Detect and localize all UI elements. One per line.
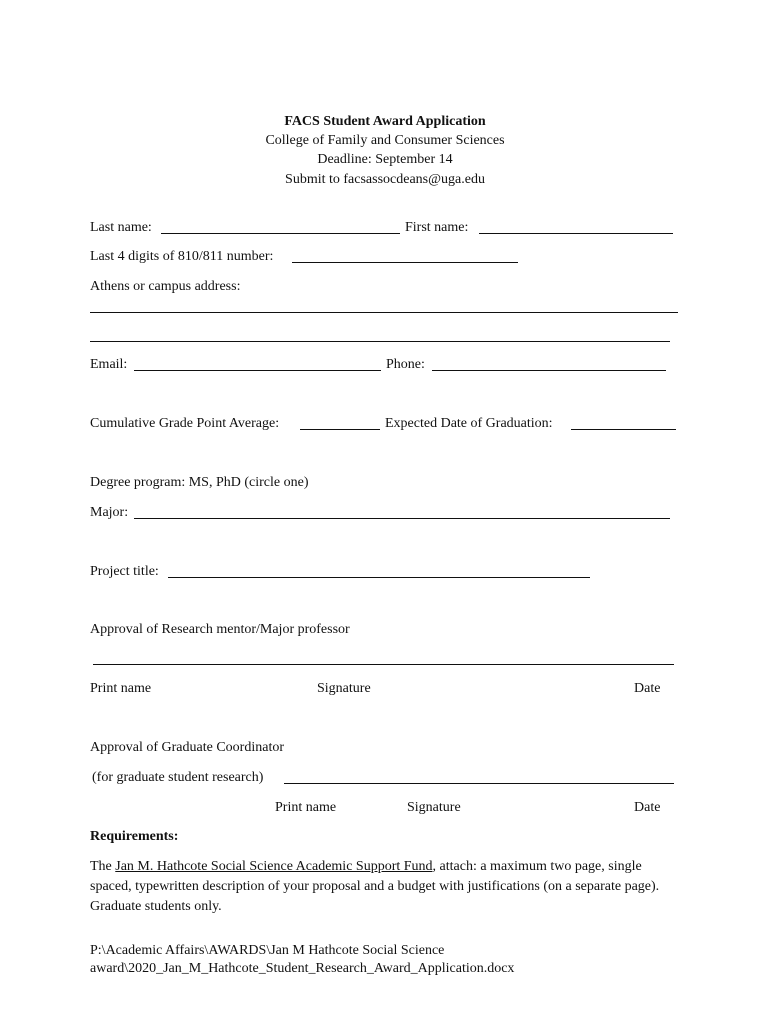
requirements-heading: Requirements: bbox=[90, 829, 179, 844]
mentor-approval-heading: Approval of Research mentor/Major professor bbox=[90, 622, 350, 637]
file-path-line-2: award\2020_Jan_M_Hathcote_Student_Research_Award_Application.docx bbox=[90, 961, 515, 976]
mentor-date-label: Date bbox=[634, 681, 661, 696]
last-name-field[interactable] bbox=[161, 233, 400, 234]
requirements-prefix: The bbox=[90, 859, 116, 874]
deadline-text: Deadline: September 14 bbox=[317, 152, 453, 167]
coordinator-date-label: Date bbox=[634, 800, 661, 815]
last-name-label: Last name: bbox=[90, 220, 152, 235]
address-label: Athens or campus address: bbox=[90, 279, 241, 294]
graduation-date-label: Expected Date of Graduation: bbox=[385, 416, 553, 431]
file-path-line-1: P:\Academic Affairs\AWARDS\Jan M Hathcote Social Science bbox=[90, 943, 445, 958]
project-title-field[interactable] bbox=[168, 577, 590, 578]
mentor-approval-field[interactable] bbox=[93, 664, 674, 665]
gpa-label: Cumulative Grade Point Average: bbox=[90, 416, 280, 431]
form-title: FACS Student Award Application bbox=[284, 114, 486, 129]
college-name: College of Family and Consumer Sciences bbox=[265, 133, 505, 148]
fund-name-link[interactable]: Jan M. Hathcote Social Science Academic Support Fund bbox=[115, 859, 433, 874]
mentor-signature-label: Signature bbox=[317, 681, 371, 696]
email-label: Email: bbox=[90, 357, 128, 372]
requirements-paragraph bbox=[90, 857, 670, 917]
coordinator-approval-heading: Approval of Graduate Coordinator bbox=[90, 740, 284, 755]
mentor-print-name-label: Print name bbox=[90, 681, 152, 696]
address-field-line-2[interactable] bbox=[90, 341, 670, 342]
major-field[interactable] bbox=[134, 518, 670, 519]
gpa-field[interactable] bbox=[300, 429, 380, 430]
coordinator-signature-label: Signature bbox=[407, 800, 461, 815]
email-field[interactable] bbox=[134, 370, 381, 371]
first-name-label: First name: bbox=[405, 220, 469, 235]
coordinator-approval-subtext: (for graduate student research) bbox=[92, 770, 264, 785]
coordinator-print-name-label: Print name bbox=[275, 800, 337, 815]
phone-label: Phone: bbox=[386, 357, 425, 372]
id-digits-label: Last 4 digits of 810/811 number: bbox=[90, 249, 274, 264]
graduation-date-field[interactable] bbox=[571, 429, 676, 430]
degree-program-label: Degree program: MS, PhD (circle one) bbox=[90, 475, 309, 490]
address-field-line-1[interactable] bbox=[90, 312, 678, 313]
submit-instructions: Submit to facsassocdeans@uga.edu bbox=[285, 172, 485, 187]
project-title-label: Project title: bbox=[90, 564, 159, 579]
phone-field[interactable] bbox=[432, 370, 666, 371]
coordinator-approval-field[interactable] bbox=[284, 783, 674, 784]
id-digits-field[interactable] bbox=[292, 262, 518, 263]
requirements-text: , attach: a maximum two page, single spaced, typewritten description of your proposal and a budget with justifications (on a separate page). Graduate students only. bbox=[90, 859, 660, 914]
major-label: Major: bbox=[90, 505, 129, 520]
first-name-field[interactable] bbox=[479, 233, 673, 234]
